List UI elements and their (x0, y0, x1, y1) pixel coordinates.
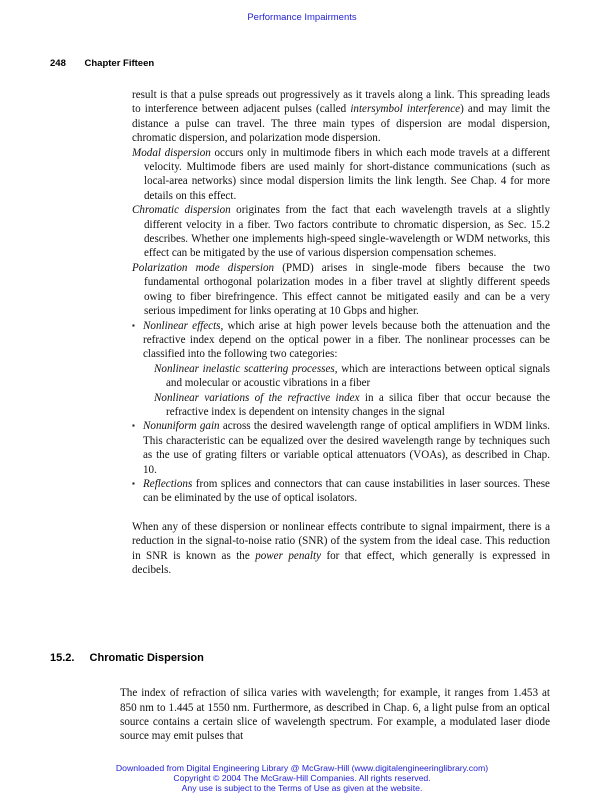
nonlinear-sub-refractive: Nonlinear variations of the refractive index in a silica fiber that occur because the refractive index is dependent on intensity changes in the signal (154, 391, 550, 418)
paragraph-gap (132, 506, 550, 520)
bullet-icon: ▪ (132, 320, 135, 330)
section-heading (50, 652, 204, 664)
dispersion-type-pmd: Polarization mode dispersion (PMD) arises in single-mode fibers because the two fundamental orthogonal polarization modes in a fiber travel at slightly different speeds owing to fiber birefringence. This effect cannot be mitigated easily and can be a very serious impediment for links operating at 10 Gbps and higher. (132, 261, 550, 318)
running-head (50, 58, 154, 69)
summary-paragraph: When any of these dispersion or nonlinear effects contribute to signal impairment, there is a reduction in the signal-to-noise ratio (SNR) of the system from the ideal case. This reduction in SNR is known as the power penalty for that effect, which generally is expressed in decibels. (132, 520, 550, 576)
section-body (120, 675, 550, 755)
section-title: Chromatic Dispersion (89, 652, 204, 664)
footer-terms[interactable]: Any use is subject to the Terms of Use as given at the website. (181, 783, 423, 793)
dispersion-type-chromatic: Chromatic dispersion originates from the fact that each wavelength travels at a slightly different velocity in a fiber. Two factors contribute to chromatic dispersion, as Sec. 15.2 describes. Whether one implements high-speed single-wavelength or WDM networks, this effect can be mitigated by the use of various dispersion compensation schemes. (132, 204, 551, 260)
bullet-nonlinear: ▪ Nonlinear effects, which arise at high power levels because both the attenuation and the refractive index depend on the optical power in a fiber. The nonlinear processes can be classified into the following two categories: Nonlinear inelastic scattering processes, which are interactions between optical signals and molecular or acoustic vibrations in a fiber Nonlinear variations of the refractive index in a silica fiber that occur because the refractive index is dependent on intensity changes in the signal (132, 319, 550, 418)
impairment-bullet-list (132, 319, 550, 506)
page-number: 248 (50, 58, 66, 69)
footer[interactable] (0, 763, 604, 793)
section-number: 15.2. (50, 652, 75, 664)
dispersion-type-modal: Modal dispersion occurs only in multimode fibers in which each mode travels at a different velocity. Multimode fibers are used mainly for short-distance communications (such as local-area networks) since modal dispersion limits the link length. See Chap. 4 for more details on this effect. (132, 146, 551, 202)
bullet-icon: ▪ (132, 478, 135, 488)
footer-download-link[interactable]: Downloaded from Digital Engineering Library @ McGraw-Hill (www.digitalengineeringlibrary.com) (115, 763, 489, 773)
intro-paragraph: result is that a pulse spreads out progressively as it travels along a link. This spreading leads to interference between adjacent pulses (called intersymbol interference) and may limit the distance a pulse can travel. The three main types of dispersion are modal dispersion, chromatic dispersion, and polarization mode dispersion. (132, 89, 550, 145)
section-paragraph: The index of refraction of silica varies with wavelength; for example, it ranges from 1.453 at 850 nm to 1.445 at 1550 nm. Furthermore, as described in Chap. 6, a light pulse from an optical source contains a certain slice of wavelength spectrum. For example, a modulated laser diode source may emit pulses that (120, 687, 550, 743)
bullet-reflections: ▪ Reflections from splices and connectors that can cause instabilities in laser sources. These can be eliminated by the use of optical isolators. (132, 477, 550, 505)
body-text (132, 88, 550, 577)
bullet-icon: ▪ (132, 421, 135, 431)
bullet-nonuniform-gain: ▪ Nonuniform gain across the desired wavelength range of optical amplifiers in WDM links. This characteristic can be equalized over the desired wavelength range by techniques such as the use of grating filters or variable optical attenuators (VOAs), as described in Chap. 10. (132, 420, 551, 476)
chapter-title: Chapter Fifteen (84, 58, 155, 69)
footer-copyright[interactable]: Copyright © 2004 The McGraw-Hill Companies. All rights reserved. (173, 773, 431, 783)
top-banner[interactable] (0, 12, 604, 23)
banner-title[interactable]: Performance Impairments (247, 12, 357, 23)
nonlinear-sub-scattering: Nonlinear inelastic scattering processes, which are interactions between optical signals and molecular or acoustic vibrations in a fiber (154, 362, 550, 390)
